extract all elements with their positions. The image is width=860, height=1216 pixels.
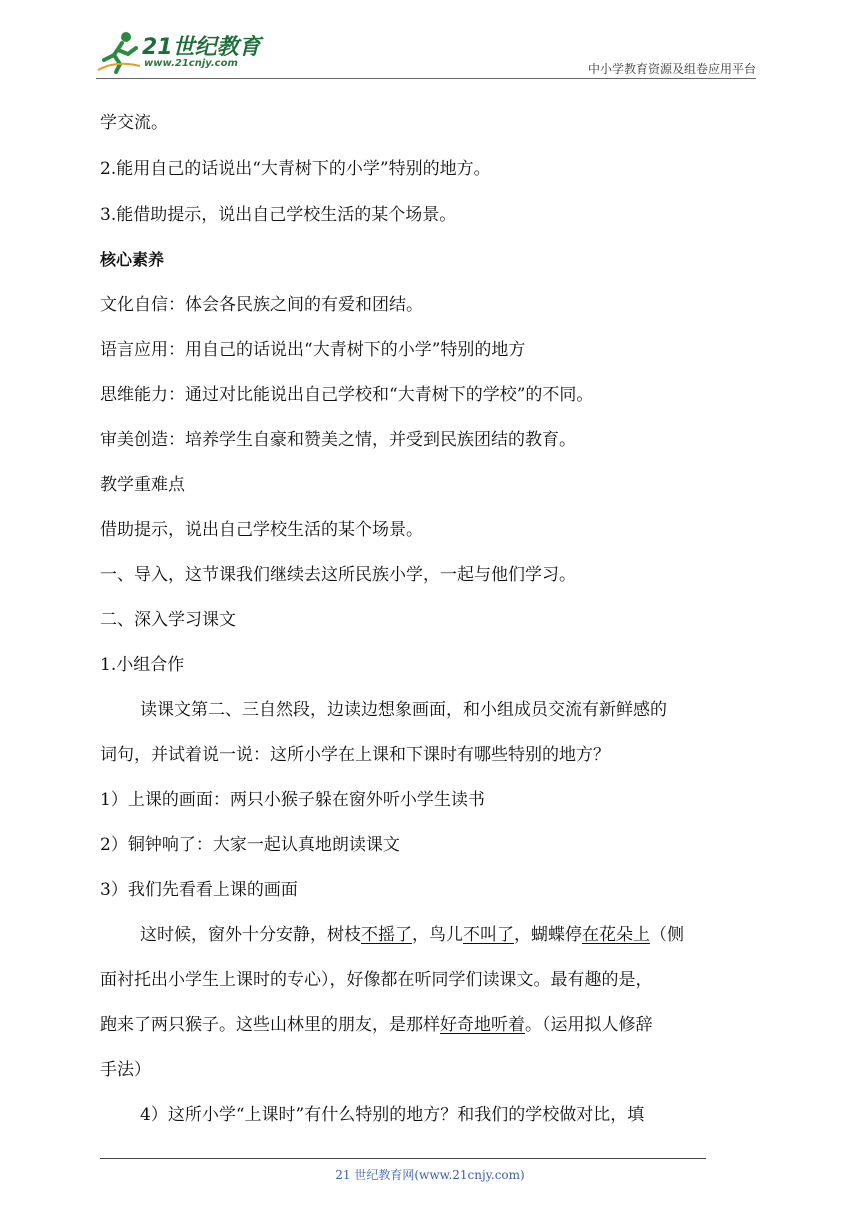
- text-line: 读课文第二、三自然段，边读边想象画面，和小组成员交流有新鲜感的: [140, 700, 667, 720]
- text-segment: ，蝴蝶停: [514, 925, 582, 945]
- text-line: 面衬托出小学生上课时的专心），好像都在听同学们读课文。最有趣的是，: [100, 970, 653, 990]
- text-line: 语言应用：用自己的话说出“大青树下的小学”特别的地方: [100, 340, 526, 360]
- header-tagline: 中小学教育资源及组卷应用平台: [587, 62, 756, 76]
- page-footer: 21 世纪教育网(www.21cnjy.com): [335, 1168, 525, 1182]
- text-line: 文化自信：体会各民族之间的有爱和团结。: [100, 295, 423, 315]
- text-line: 1.小组合作: [100, 655, 185, 675]
- logo-text: 21世纪教育: [142, 35, 261, 60]
- logo: [96, 30, 266, 78]
- text-line: 词句，并试着说一说：这所小学在上课和下课时有哪些特别的地方？: [100, 745, 610, 765]
- text-line: 二、深入学习课文: [100, 610, 236, 630]
- text-line: 借助提示，说出自己学校生活的某个场景。: [100, 520, 423, 540]
- page-header: [0, 0, 860, 80]
- text-line: 审美创造：培养学生自豪和赞美之情，并受到民族团结的教育。: [100, 430, 576, 450]
- text-line: 思维能力：通过对比能说出自己学校和“大青树下的学校”的不同。: [100, 385, 594, 405]
- text-line: 1）上课的画面：两只小猴子躲在窗外听小学生读书: [100, 790, 485, 810]
- underlined-phrase: 不叫了: [463, 925, 514, 945]
- underlined-phrase: 在花朵上: [582, 925, 650, 945]
- text-line: 2）铜钟响了：大家一起认真地朗读课文: [100, 835, 400, 855]
- header-divider: [96, 78, 756, 79]
- text-line: 3.能借助提示，说出自己学校生活的某个场景。: [100, 205, 457, 225]
- text-line: [100, 1013, 653, 1037]
- text-segment: 跑来了两只猴子。这些山林里的朋友，是那样: [100, 1015, 440, 1035]
- text-line: [140, 923, 684, 947]
- text-line: 手法）: [100, 1060, 151, 1080]
- text-line: 一、导入，这节课我们继续去这所民族小学，一起与他们学习。: [100, 565, 576, 585]
- text-line: 2.能用自己的话说出“大青树下的小学”特别的地方。: [100, 159, 491, 179]
- text-line: 3）我们先看看上课的画面: [100, 880, 298, 900]
- text-line: 4）这所小学“上课时”有什么特别的地方？和我们的学校做对比，填: [140, 1105, 645, 1125]
- underlined-phrase: 不摇了: [361, 925, 412, 945]
- runner-icon: [96, 30, 142, 74]
- logo-url: www.21cnjy.com: [144, 58, 238, 69]
- text-segment: 这时候，窗外十分安静，树枝: [140, 925, 361, 945]
- section-heading: 核心素养: [100, 250, 165, 269]
- text-line: 学交流。: [100, 113, 168, 133]
- footer-divider: [100, 1158, 706, 1159]
- underlined-phrase: 好奇地听着: [440, 1015, 525, 1035]
- text-segment: 。（运用拟人修辞: [525, 1015, 653, 1035]
- text-segment: ，鸟儿: [412, 925, 463, 945]
- text-segment: （侧: [650, 925, 684, 945]
- section-heading: 教学重难点: [100, 475, 185, 495]
